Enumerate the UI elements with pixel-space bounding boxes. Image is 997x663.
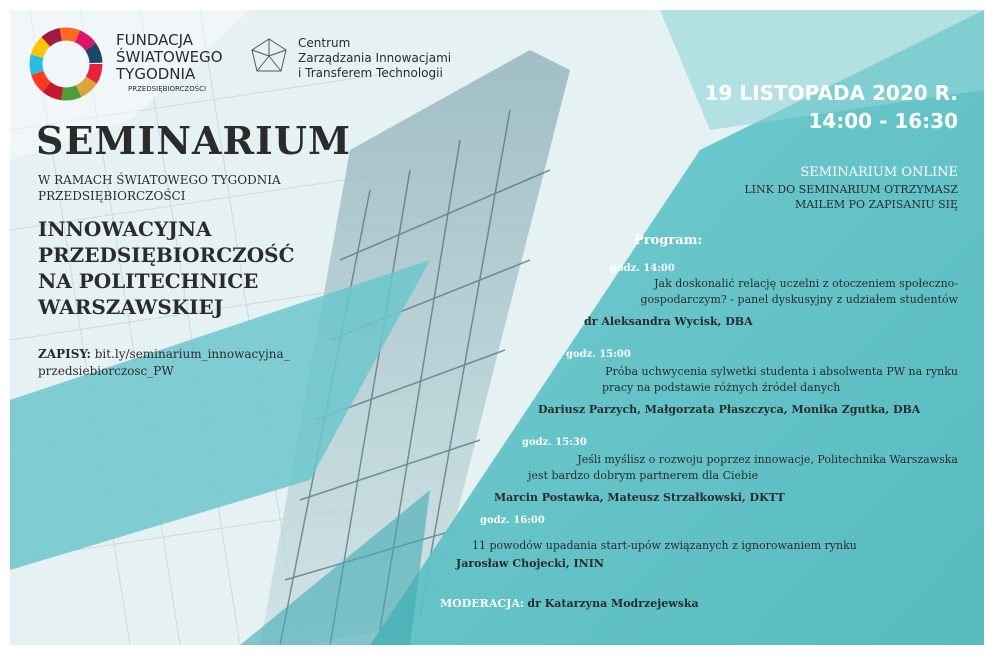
fundacja-line2: ŚWIATOWEGO xyxy=(116,48,223,66)
signup-label: ZAPISY: xyxy=(38,347,91,361)
event-time: 14:00 - 16:30 xyxy=(808,109,958,133)
item1-desc-line1: Jak doskonalić relację uczelni z otoczeniem społeczno- xyxy=(654,277,958,290)
online-line1: LINK DO SEMINARIUM OTRZYMASZ xyxy=(744,183,958,196)
item1-desc-line2: gospodarczym? - panel dyskusyjny z udziałem studentów xyxy=(640,293,958,306)
fundacja-line4: PRZEDSIĘBIORCZOŚCI xyxy=(128,85,207,93)
title-line1: INNOWACYJNA xyxy=(38,217,212,241)
item2-desc-line2: pracy na podstawie różnych źródeł danych xyxy=(602,381,841,394)
centrum-line1: Centrum xyxy=(298,36,351,50)
subheading-line1: W RAMACH ŚWIATOWEGO TYGODNIA xyxy=(38,173,281,187)
fundacja-line3: TYGODNIA xyxy=(116,65,196,83)
centrum-logo xyxy=(248,32,488,102)
item2-desc-line1: Próba uchwycenia sylwetki studenta i absolwenta PW na rynku xyxy=(605,365,958,378)
item3-time: godz. 15:30 xyxy=(522,437,587,448)
moderation-label: MODERACJA: xyxy=(440,597,524,610)
seminar-heading: SEMINARIUM xyxy=(36,118,352,163)
signup-line1 xyxy=(38,346,290,363)
item4-time: godz. 16:00 xyxy=(480,515,545,526)
title-line4: WARSZAWSKIEJ xyxy=(38,295,224,319)
centrum-line2: Zarządzania Innowacjami xyxy=(298,51,452,65)
moderator-name: dr Katarzyna Modrzejewska xyxy=(527,597,699,610)
item1-time: godz. 14:00 xyxy=(610,263,675,274)
signup-link-part1[interactable]: bit.ly/seminarium_innowacyjna_ xyxy=(94,347,290,361)
item3-desc-line1: Jeśli myślisz o rozwoju poprzez innowacje, Politechnika Warszawska xyxy=(577,453,958,466)
seminar-poster xyxy=(10,10,984,645)
fundacja-logo xyxy=(28,24,238,114)
item4-speakers: Jarosław Chojecki, ININ xyxy=(456,557,604,570)
item3-speakers: Marcin Postawka, Mateusz Strzałkowski, DKTT xyxy=(494,491,785,504)
title-line3: NA POLITECHNICE xyxy=(38,269,259,293)
item4-desc-line1: 11 powodów upadania start-upów związanych z ignorowaniem rynku xyxy=(472,539,857,552)
centrum-line3: i Transferem Technologii xyxy=(298,66,443,80)
online-title: SEMINARIUM ONLINE xyxy=(800,165,958,180)
subheading-line2: PRZEDSIĘBIORCZOŚCI xyxy=(38,189,186,203)
item1-speakers: dr Aleksandra Wycisk, DBA xyxy=(584,315,753,328)
program-label: Program: xyxy=(634,233,703,248)
event-date: 19 LISTOPADA 2020 R. xyxy=(704,81,958,105)
fundacja-line1: FUNDACJA xyxy=(116,31,194,49)
item2-time: godz. 15:00 xyxy=(566,349,631,360)
item2-speakers: Dariusz Parzych, Małgorzata Płaszczyca, Monika Zgutka, DBA xyxy=(538,403,921,416)
online-line2: MAILEM PO ZAPISANIU SIĘ xyxy=(794,198,958,211)
moderation-line xyxy=(440,596,699,612)
title-line2: PRZEDSIĘBIORCZOŚĆ xyxy=(38,243,295,267)
network-icon xyxy=(248,36,290,76)
signup-link-part2[interactable]: przedsiebiorczosc_PW xyxy=(38,364,174,378)
item3-desc-line2: jest bardzo dobrym partnerem dla Ciebie xyxy=(528,469,759,482)
rainbow-ring-icon xyxy=(28,26,104,102)
